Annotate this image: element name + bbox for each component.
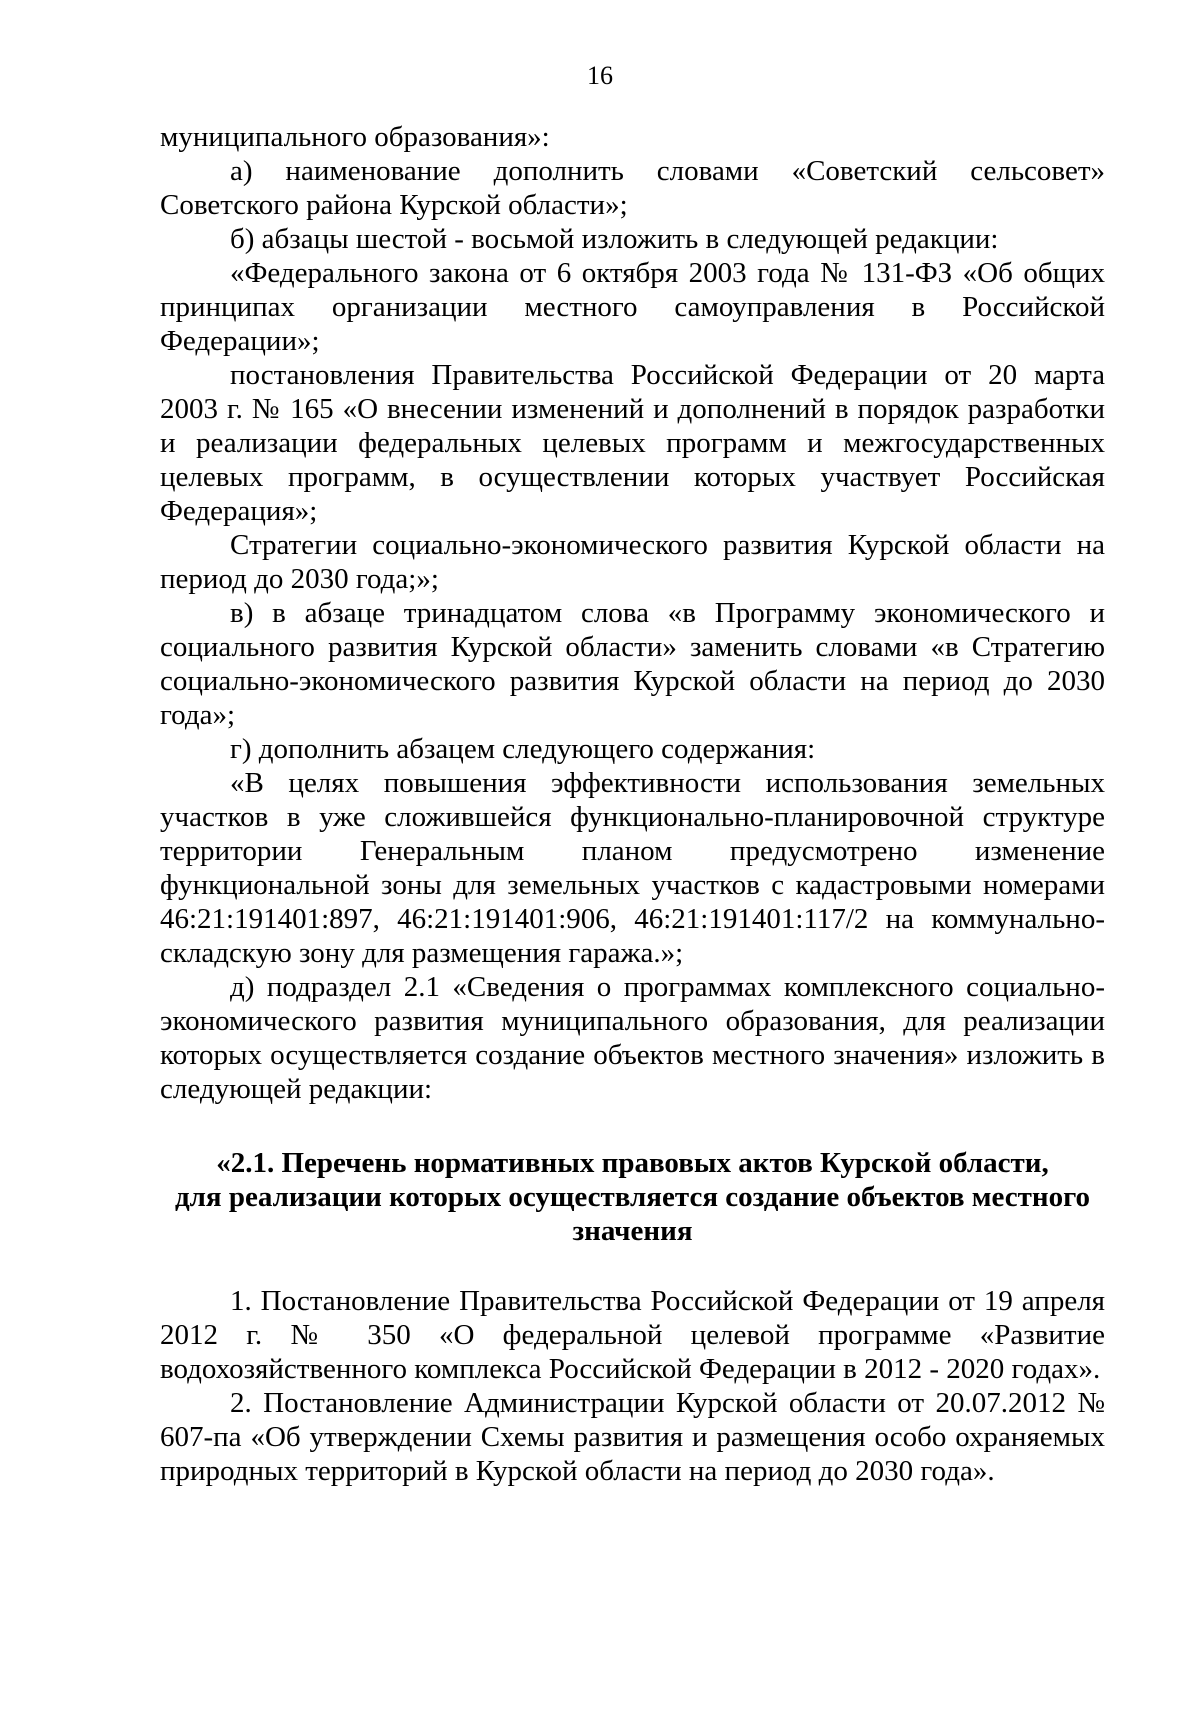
list-item: 1. Постановление Правительства Российской Федерации от 19 апреля 2012 г. № 350 «О федеральной целевой программе «Развитие водохозяйственного комплекса Российской Федерации в 2012 - 2020 годах».: [160, 1285, 1105, 1385]
paragraph: в) в абзаце тринадцатом слова «в Программу экономического и социального развития Курской области» заменить словами «в Стратегию социально-экономического развития Курской области на период до 2030 года»;: [160, 597, 1105, 731]
paragraph: д) подраздел 2.1 «Сведения о программах комплексного социально-экономического развития муниципального образования, для реализации которых осуществляется создание объектов местного значения» изложить в следующей редакции:: [160, 971, 1105, 1105]
section-heading-line: значения: [572, 1215, 693, 1247]
paragraph: «В целях повышения эффективности использования земельных участков в уже сложившейся функционально-планировочной структуре территории Генеральным планом предусмотрено изменение функциональной зоны для земельных участков с кадастровыми номерами 46:21:191401:897, 46:21:191401:906, 46:21:191401:117/2 на коммунально-складскую зону для размещения гаража.»;: [160, 767, 1105, 969]
list-item: 2. Постановление Администрации Курской области от 20.07.2012 № 607-па «Об утверждении Схемы развития и размещения особо охраняемых природных территорий в Курской области на период до 2030 года».: [160, 1387, 1105, 1487]
paragraph: постановления Правительства Российской Федерации от 20 марта 2003 г. № 165 «О внесении изменений и дополнений в порядок разработки и реализации федеральных целевых программ и межгосударственных целевых программ, в осуществлении которых участвует Российская Федерация»;: [160, 359, 1105, 527]
acts-list: [160, 1284, 1105, 1488]
section-heading: [160, 1146, 1105, 1248]
paragraph: г) дополнить абзацем следующего содержания:: [230, 733, 816, 765]
page-number: 16: [587, 61, 613, 90]
section-heading-line: для реализации которых осуществляется создание объектов местного: [174, 1181, 1091, 1213]
section-heading-line: «2.1. Перечень нормативных правовых актов Курской области,: [216, 1147, 1049, 1179]
paragraph: муниципального образования»:: [160, 121, 550, 153]
document-body: [160, 120, 1105, 1488]
paragraph: б) абзацы шестой - восьмой изложить в следующей редакции:: [230, 223, 999, 255]
paragraph: «Федерального закона от 6 октября 2003 года № 131-ФЗ «Об общих принципах организации местного самоуправления в Российской Федерации»;: [160, 257, 1105, 357]
paragraph: Стратегии социально-экономического развития Курской области на период до 2030 года;»;: [160, 529, 1105, 595]
paragraph: а) наименование дополнить словами «Советский сельсовет» Советского района Курской области»;: [160, 155, 1105, 221]
